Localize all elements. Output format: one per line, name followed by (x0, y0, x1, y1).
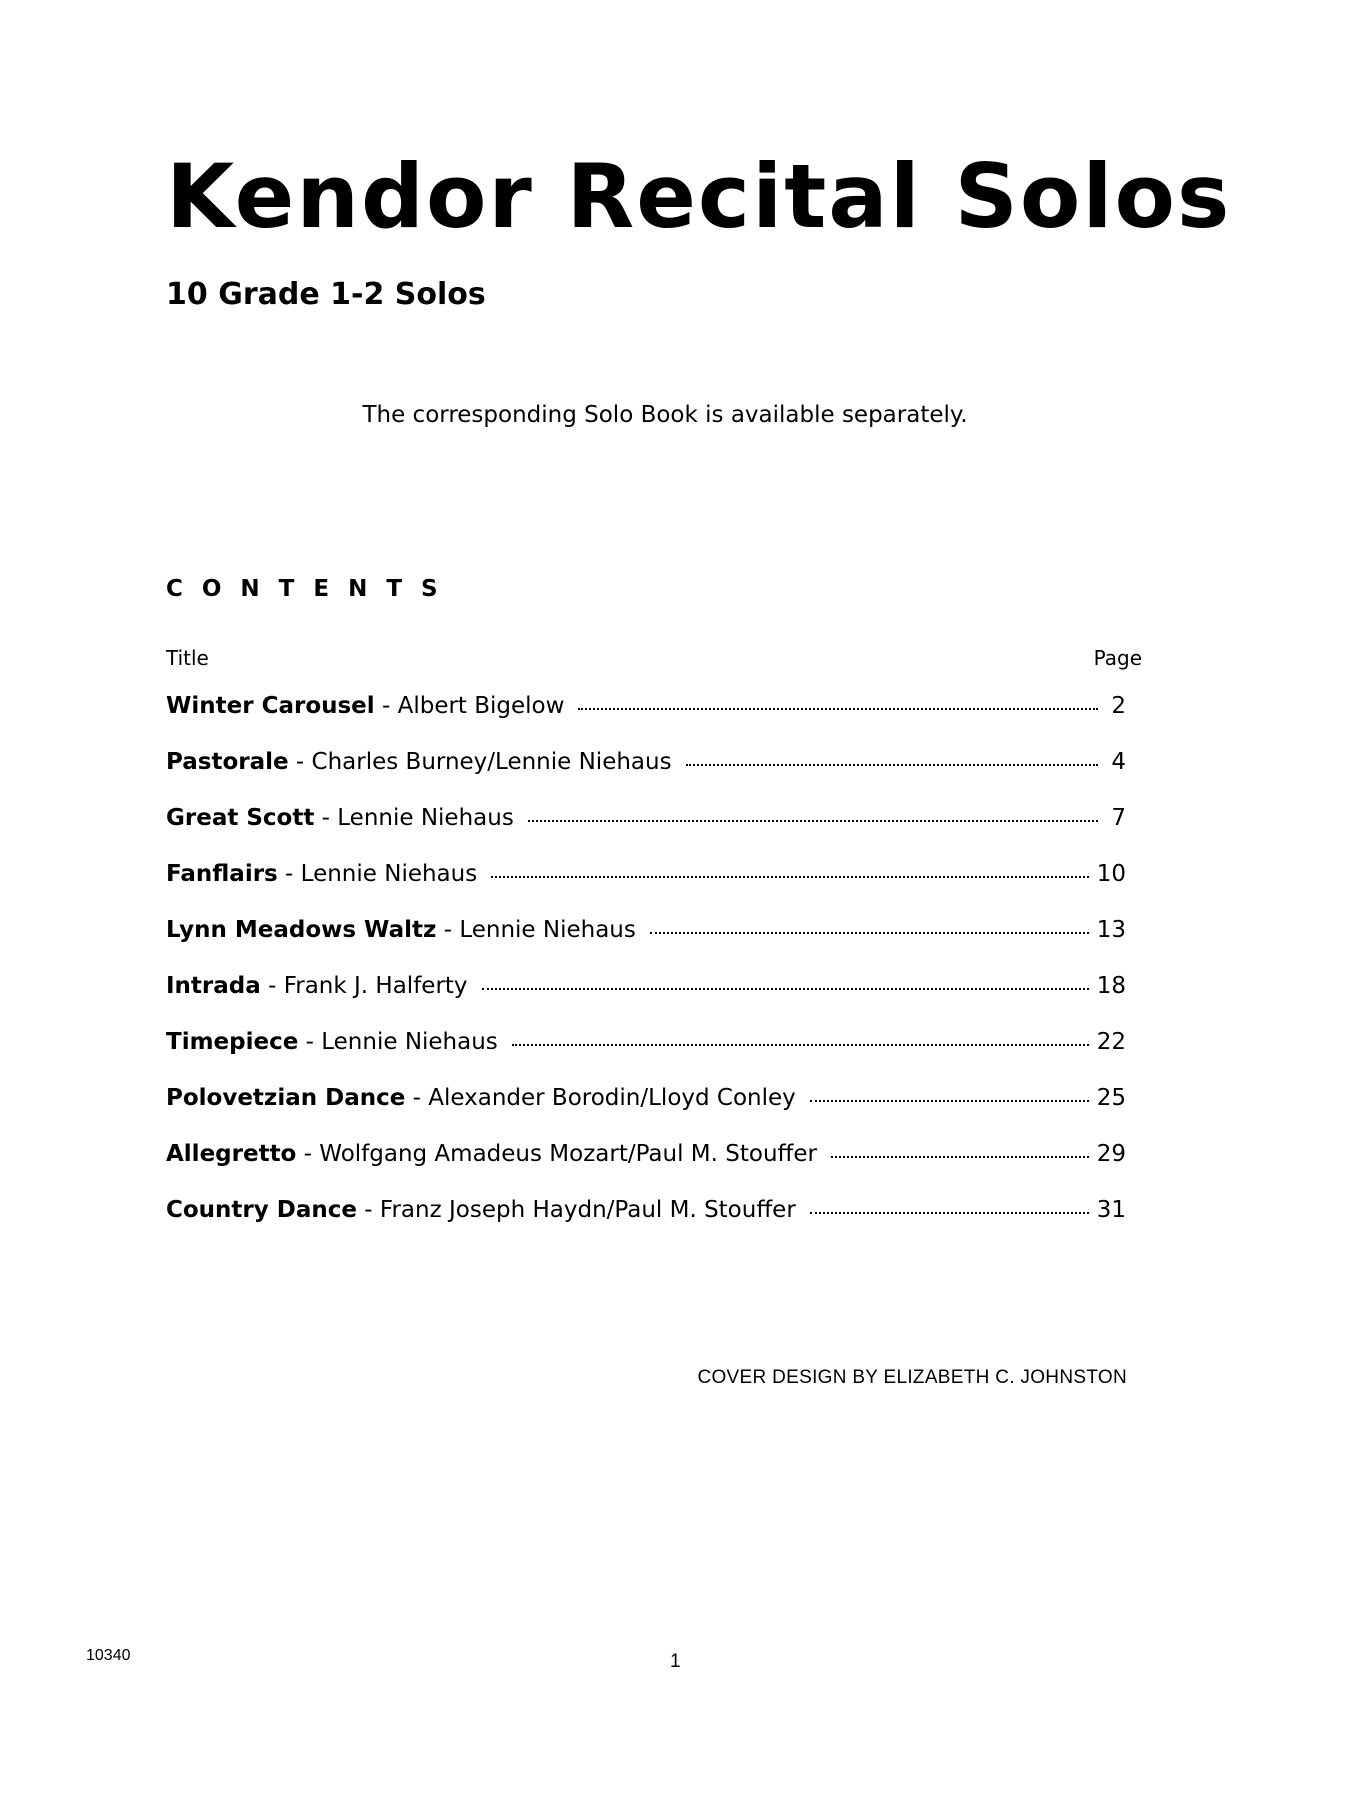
toc-piece-title: Winter Carousel (166, 693, 375, 719)
toc-composer: - Lennie Niehaus (298, 1029, 498, 1055)
dot-leader (810, 1212, 1089, 1214)
toc-label (166, 695, 564, 718)
toc-composer: - Charles Burney/Lennie Niehaus (288, 749, 672, 775)
toc-page-number: 10 (1096, 861, 1126, 887)
toc-page-number: 22 (1096, 1029, 1126, 1055)
toc-row (166, 975, 1126, 1031)
toc-piece-title: Fanflairs (166, 861, 278, 887)
dot-leader (831, 1156, 1089, 1158)
toc-piece-title: Great Scott (166, 805, 315, 831)
dot-leader (686, 764, 1098, 766)
toc-page-number: 13 (1096, 917, 1126, 943)
dot-leader (810, 1100, 1089, 1102)
toc-page-number: 31 (1096, 1197, 1126, 1223)
dot-leader (578, 708, 1098, 710)
toc-composer: - Wolfgang Amadeus Mozart/Paul M. Stouffer (296, 1141, 817, 1167)
availability-note: The corresponding Solo Book is available separately. (362, 402, 968, 428)
column-header-page: Page (1093, 646, 1142, 670)
dot-leader (491, 876, 1089, 878)
cover-design-credit: COVER DESIGN BY ELIZABETH C. JOHNSTON (697, 1367, 1127, 1388)
table-of-contents (166, 695, 1126, 1255)
toc-page-number: 4 (1111, 749, 1126, 775)
toc-row (166, 1087, 1126, 1143)
toc-label (166, 1087, 796, 1110)
toc-label (166, 751, 672, 774)
toc-row (166, 863, 1126, 919)
toc-page-number: 18 (1096, 973, 1126, 999)
dot-leader (650, 932, 1089, 934)
toc-label (166, 1143, 817, 1166)
toc-composer: - Alexander Borodin/Lloyd Conley (405, 1085, 796, 1111)
toc-page-number: 7 (1111, 805, 1126, 831)
book-subtitle: 10 Grade 1-2 Solos (166, 277, 486, 312)
contents-heading: CONTENTS (166, 576, 457, 602)
toc-row (166, 695, 1126, 751)
toc-composer: - Frank J. Halferty (260, 973, 468, 999)
book-title: Kendor Recital Solos (166, 145, 1232, 248)
toc-label (166, 975, 468, 998)
toc-composer: - Lennie Niehaus (436, 917, 636, 943)
toc-piece-title: Pastorale (166, 749, 289, 775)
toc-row (166, 919, 1126, 975)
toc-piece-title: Intrada (166, 973, 261, 999)
toc-row (166, 1031, 1126, 1087)
toc-row (166, 751, 1126, 807)
toc-page-number: 2 (1111, 693, 1126, 719)
toc-row (166, 807, 1126, 863)
toc-row (166, 1143, 1126, 1199)
column-header-title: Title (166, 646, 209, 670)
dot-leader (482, 988, 1089, 990)
page-number: 1 (670, 1651, 681, 1672)
toc-label (166, 919, 636, 942)
toc-row (166, 1199, 1126, 1255)
toc-page-number: 29 (1096, 1141, 1126, 1167)
catalog-number: 10340 (86, 1647, 131, 1664)
toc-page-number: 25 (1096, 1085, 1126, 1111)
dot-leader (528, 820, 1098, 822)
toc-label (166, 1031, 498, 1054)
toc-composer: - Franz Joseph Haydn/Paul M. Stouffer (357, 1197, 796, 1223)
toc-label (166, 1199, 796, 1222)
toc-piece-title: Timepiece (166, 1029, 299, 1055)
toc-piece-title: Lynn Meadows Waltz (166, 917, 437, 943)
dot-leader (512, 1044, 1089, 1046)
toc-piece-title: Allegretto (166, 1141, 297, 1167)
toc-piece-title: Country Dance (166, 1197, 357, 1223)
toc-piece-title: Polovetzian Dance (166, 1085, 406, 1111)
toc-composer: - Lennie Niehaus (277, 861, 478, 887)
toc-label (166, 863, 477, 886)
toc-composer: - Albert Bigelow (374, 693, 565, 719)
toc-composer: - Lennie Niehaus (314, 805, 514, 831)
toc-label (166, 807, 514, 830)
